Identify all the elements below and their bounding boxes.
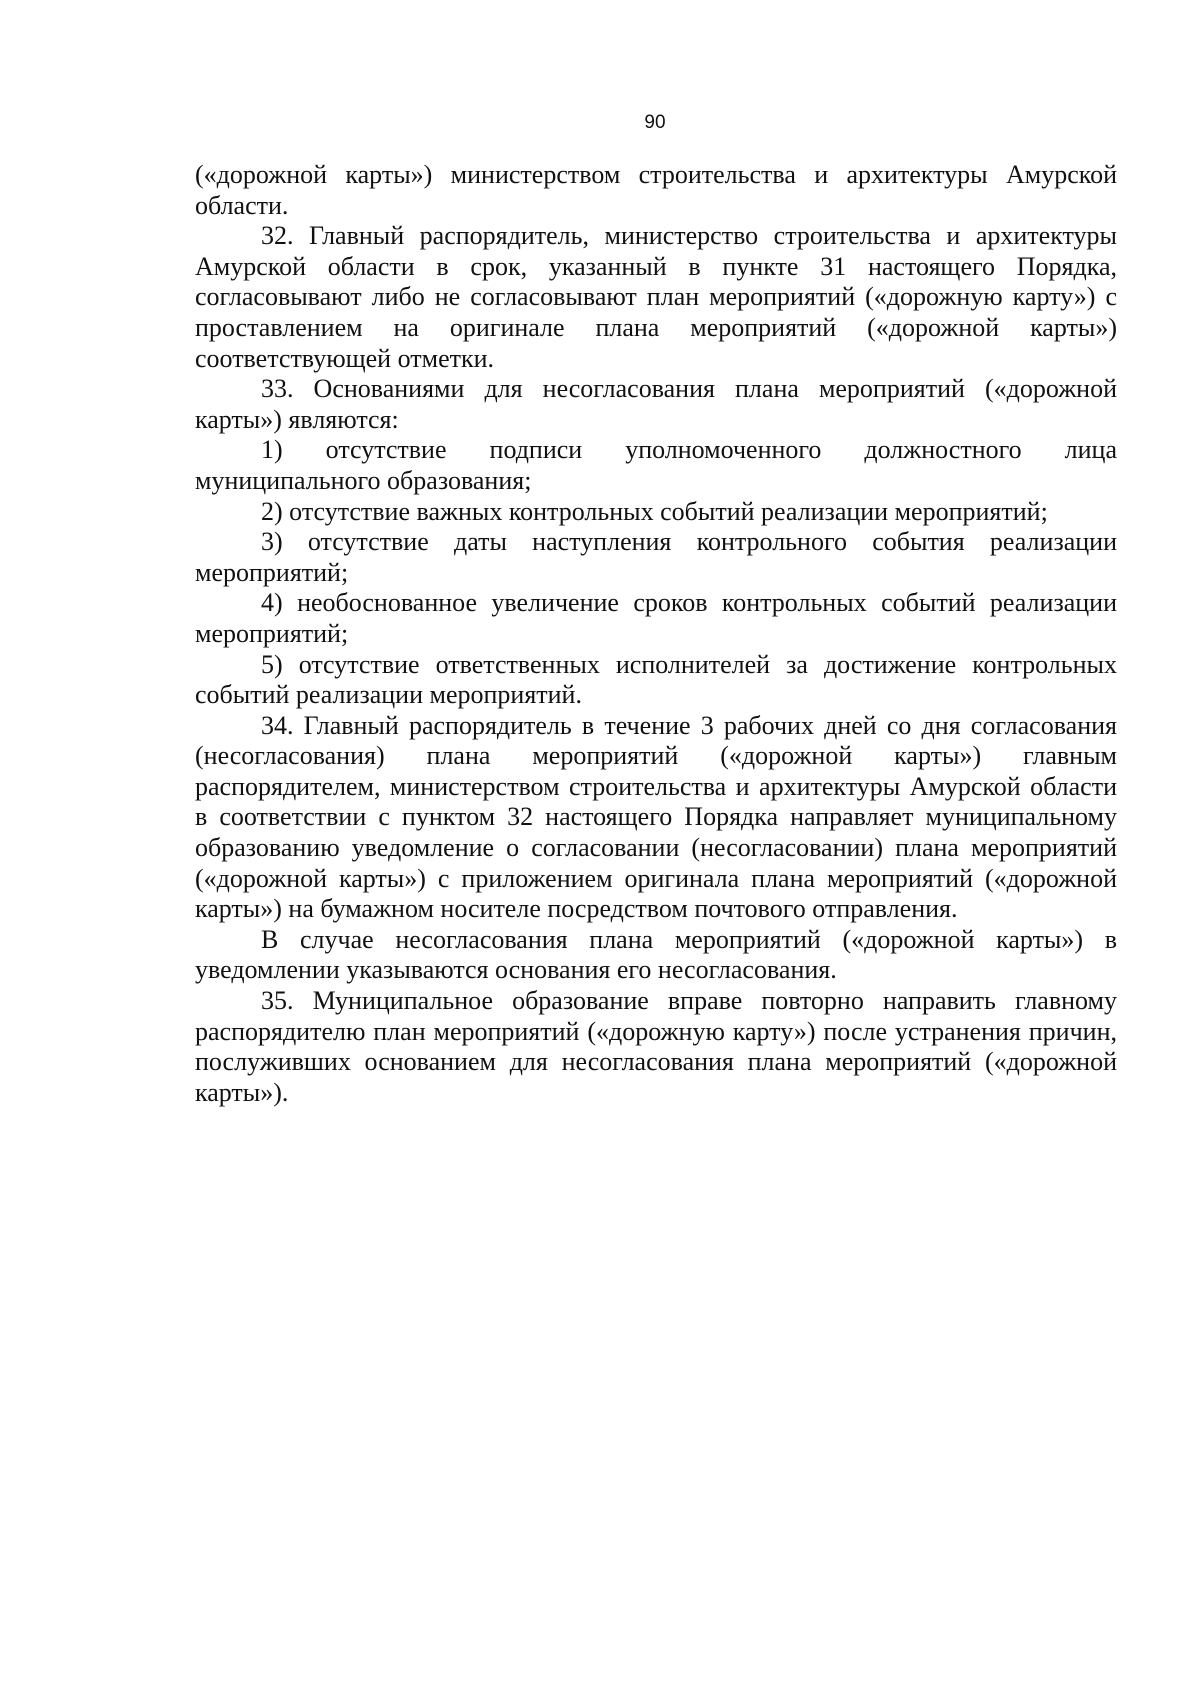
paragraph-34-note: В случае несогласования плана мероприятий («дорожной карты») в уведомлении указываются основания его несогласования. xyxy=(195,924,1117,985)
paragraph-35: 35. Муниципальное образование вправе повторно направить главному распорядителю план мероприятий («дорожную карту») после устранения причин, послуживших основанием для несогласования плана мероприятий («дорожной карты»). xyxy=(195,986,1117,1107)
document-body xyxy=(195,160,1117,1108)
list-item-33-2: 2) отсутствие важных контрольных событий реализации мероприятий; xyxy=(261,496,1048,526)
list-item-33-4: 4) необоснованное увеличение сроков контрольных событий реализации мероприятий; xyxy=(195,588,1117,648)
paragraph-32: 32. Главный распорядитель, министерство строительства и архитектуры Амурской области в срок, указанный в пункте 31 настоящего Порядка, согласовывают либо не согласовывают план мероприятий («дорожную карту») с проставлением на оригинале плана мероприятий («дорожной карты») соответствующей отметки. xyxy=(195,221,1117,373)
page-number: 90 xyxy=(644,112,666,133)
list-item-33-3: 3) отсутствие даты наступления контрольного события реализации мероприятий; xyxy=(195,527,1117,587)
paragraph-34: 34. Главный распорядитель в течение 3 рабочих дней со дня согласования (несогласования) плана мероприятий («дорожной карты») главным распорядителем, министерством строительства и архитектуры Амурской области в соответствии с пунктом 32 настоящего Порядка направляет муниципальному образованию уведомление о согласовании (несогласовании) плана мероприятий («дорожной карты») с приложением оригинала плана мероприятий («дорожной карты») на бумажном носителе посредством почтового отправления. xyxy=(195,710,1117,924)
list-item-33-1: 1) отсутствие подписи уполномоченного должностного лица муниципального образования; xyxy=(195,435,1117,495)
paragraph-continuation: («дорожной карты») министерством строительства и архитектуры Амурской области. xyxy=(195,160,1117,220)
list-item-33-5: 5) отсутствие ответственных исполнителей за достижение контрольных событий реализации мероприятий. xyxy=(195,649,1117,710)
paragraph-33: 33. Основаниями для несогласования плана мероприятий («дорожной карты») являются: xyxy=(195,374,1117,434)
